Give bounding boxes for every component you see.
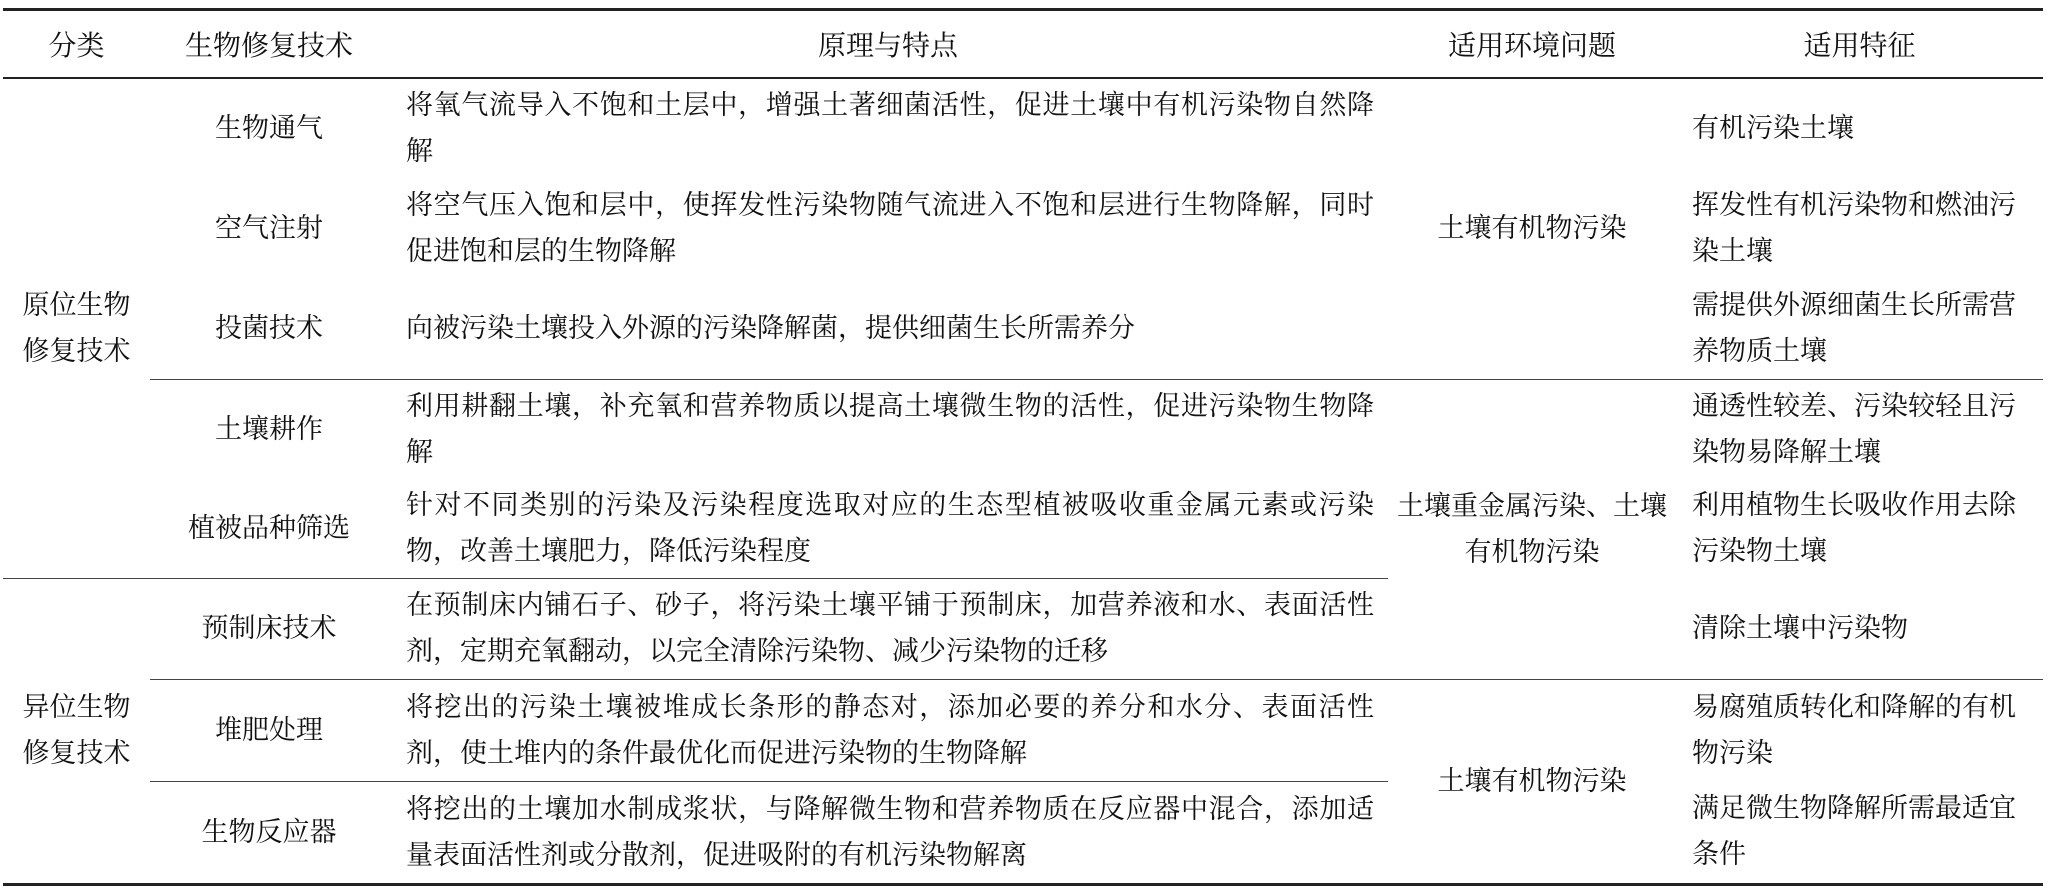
feature-cell: 有机污染土壤 xyxy=(1692,113,1854,144)
category-in-situ: 原位生物修复技术 xyxy=(22,289,131,367)
header-row xyxy=(3,10,2043,79)
tech-cell: 生物通气 xyxy=(215,113,323,144)
tech-cell: 预制床技术 xyxy=(150,579,388,680)
principle-cell: 利用耕翻土壤，补充氧和营养物质以提高土壤微生物的活性，促进污染物生物降解 xyxy=(388,380,1388,480)
principle-cell: 针对不同类别的污染及污染程度选取对应的生态型植被吸收重金属元素或污染物，改善土壤肥力，降低污染程度 xyxy=(406,489,1374,567)
header-category: 分类 xyxy=(3,10,150,79)
principle-cell: 向被污染土壤投入外源的污染降解菌，提供细菌生长所需养分 xyxy=(406,313,1135,344)
header-principle: 原理与特点 xyxy=(388,10,1388,79)
principle-cell: 将挖出的污染土壤被堆成长条形的静态对，添加必要的养分和水分、表面活性剂，使土堆内的条件最优化而促进污染物的生物降解 xyxy=(388,680,1388,782)
environment-cell: 土壤有机物污染 xyxy=(1388,680,1676,885)
feature-cell: 需提供外源细菌生长所需营养物质土壤 xyxy=(1692,290,2016,367)
tech-cell: 空气注射 xyxy=(215,213,323,244)
feature-cell: 挥发性有机污染物和燃油污染土壤 xyxy=(1692,190,2016,267)
table-row xyxy=(3,380,2043,480)
header-technology: 生物修复技术 xyxy=(150,10,388,79)
table-row xyxy=(3,680,2043,782)
feature-cell: 满足微生物降解所需最适宜条件 xyxy=(1676,782,2043,885)
principle-cell: 在预制床内铺石子、砂子，将污染土壤平铺于预制床，加营养液和水、表面活性剂，定期充氧翻动，以完全清除污染物、减少污染物的迁移 xyxy=(388,579,1388,680)
table-row xyxy=(3,579,2043,680)
principle-cell: 将空气压入饱和层中，使挥发性污染物随气流进入不饱和层进行生物降解，同时促进饱和层的生物降解 xyxy=(406,190,1374,267)
table-row xyxy=(3,78,2043,179)
table-row xyxy=(3,179,2043,279)
tech-cell: 生物反应器 xyxy=(150,782,388,885)
tech-cell: 投菌技术 xyxy=(215,313,323,344)
category-ex-situ: 异位生物修复技术 xyxy=(3,579,150,885)
table-header xyxy=(3,10,2043,79)
principle-cell: 将氧气流导入不饱和土层中，增强土著细菌活性，促进土壤中有机污染物自然降解 xyxy=(406,90,1374,167)
feature-cell: 清除土壤中污染物 xyxy=(1692,612,1908,644)
table-row xyxy=(3,279,2043,380)
header-feature: 适用特征 xyxy=(1676,10,2043,79)
bioremediation-table xyxy=(3,8,2043,886)
principle-cell: 将挖出的土壤加水制成浆状，与降解微生物和营养物质在反应器中混合，添加适量表面活性剂或分散剂，促进吸附的有机污染物解离 xyxy=(388,782,1388,885)
environment-cell: 土壤重金属污染、土壤有机物污染 xyxy=(1388,380,1676,680)
feature-cell: 通透性较差、污染较轻且污染物易降解土壤 xyxy=(1676,380,2043,480)
feature-cell: 易腐殖质转化和降解的有机物污染 xyxy=(1676,680,2043,782)
tech-cell: 土壤耕作 xyxy=(150,380,388,480)
table-row xyxy=(3,479,2043,579)
table-row xyxy=(3,782,2043,885)
tech-cell: 堆肥处理 xyxy=(150,680,388,782)
environment-cell: 土壤有机物污染 xyxy=(1437,213,1627,244)
header-environment: 适用环境问题 xyxy=(1388,10,1676,79)
tech-cell: 植被品种筛选 xyxy=(188,512,350,544)
feature-cell: 利用植物生长吸收作用去除污染物土壤 xyxy=(1692,489,2016,567)
table-body xyxy=(3,78,2043,885)
